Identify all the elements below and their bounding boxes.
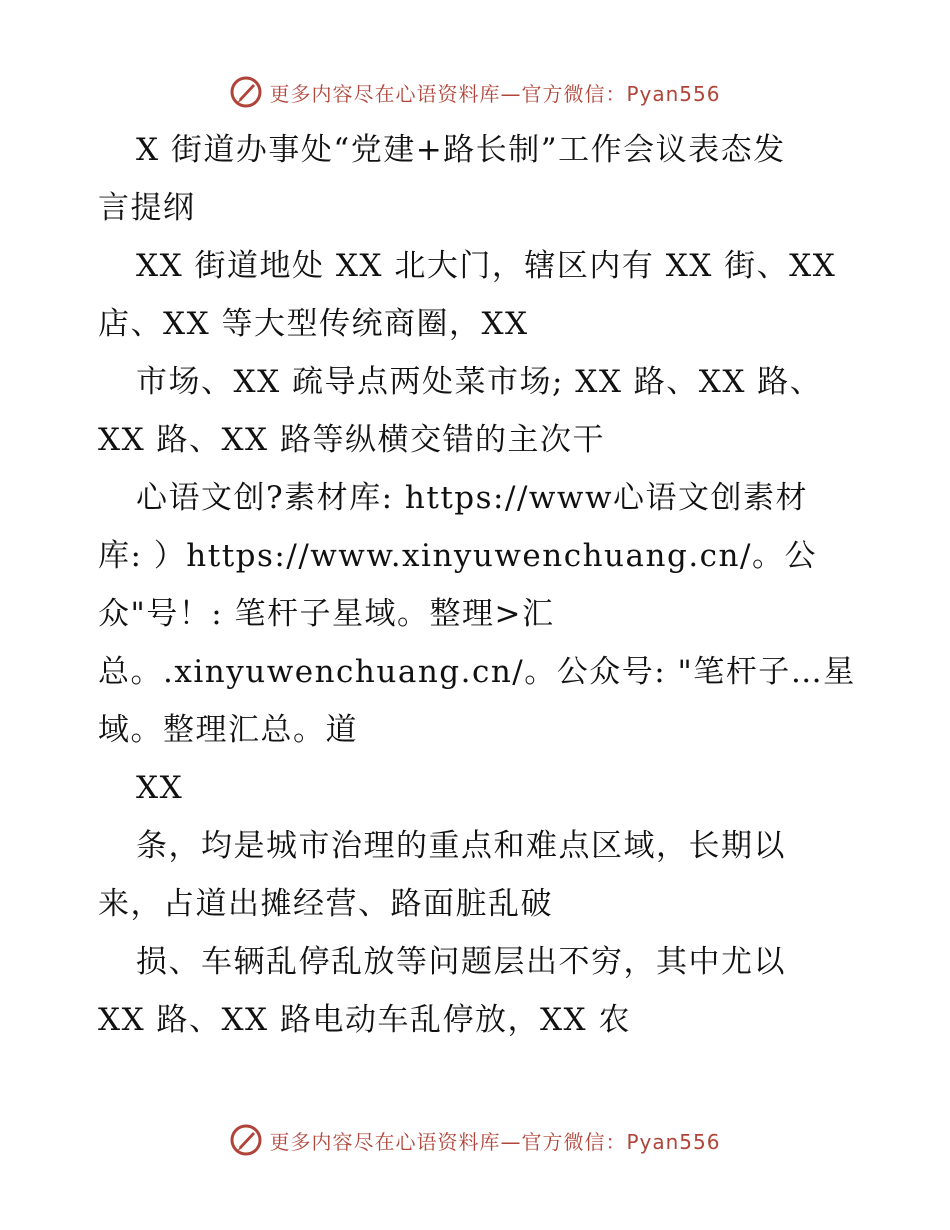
body-line: 总。.xinyuwenchuang.cn/。公众号: "笔杆子…星 xyxy=(98,654,856,690)
header-watermark-text: 更多内容尽在心语资料库—官方微信：Pyan556 xyxy=(269,81,721,106)
footer-watermark-text: 更多内容尽在心语资料库—官方微信：Pyan556 xyxy=(269,1129,721,1154)
quill-logo-icon xyxy=(229,75,263,109)
body-line: XX 路、XX 路等纵横交错的主次干 xyxy=(98,422,605,458)
body-line: X 街道办事处“党建+路长制”工作会议表态发 xyxy=(136,132,786,168)
page-footer-watermark xyxy=(0,1120,950,1160)
body-line: XX 街道地处 XX 北大门，辖区内有 XX 街、XX xyxy=(136,248,837,284)
body-line: XX 路、XX 路电动车乱停放，XX 农 xyxy=(98,1002,631,1038)
body-line: 来，占道出摊经营、路面脏乱破 xyxy=(98,886,553,922)
body-line: 市场、XX 疏导点两处菜市场; XX 路、XX 路、 xyxy=(136,364,823,400)
body-line: 众"号！: 笔杆子星域。整理>汇 xyxy=(98,596,555,632)
body-line: 损、车辆乱停乱放等问题层出不穷，其中尤以 xyxy=(136,944,786,980)
body-line: 店、XX 等大型传统商圈，XX xyxy=(98,306,529,342)
body-line: 言提纲 xyxy=(98,190,196,226)
body-line: 域。整理汇总。道 xyxy=(98,712,358,748)
body-line: 库: ）https://www.xinyuwenchuang.cn/。公 xyxy=(98,538,817,574)
body-line: 条，均是城市治理的重点和难点区域，长期以 xyxy=(136,828,786,864)
page-header-watermark xyxy=(0,72,950,112)
body-line: 心语文创?素材库: https://www心语文创素材 xyxy=(136,480,808,516)
quill-logo-icon xyxy=(229,1123,263,1157)
body-line: XX xyxy=(136,770,184,806)
